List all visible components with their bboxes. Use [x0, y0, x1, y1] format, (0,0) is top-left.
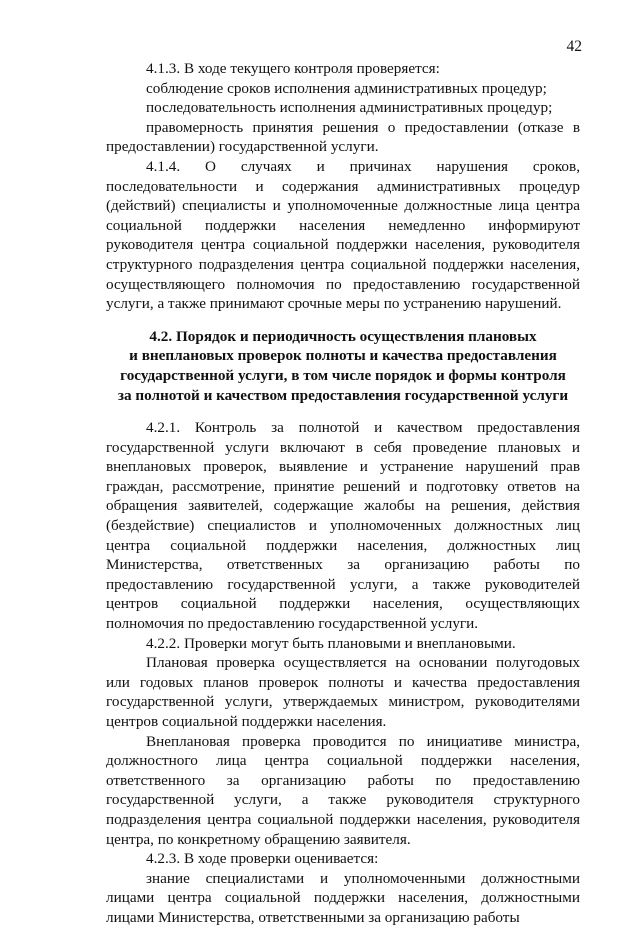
heading-line: 4.2. Порядок и периодичность осуществления плановых: [149, 327, 537, 345]
paragraph-deadlines: соблюдение сроков исполнения административных процедур;: [146, 79, 547, 97]
heading-line: и внеплановых проверок полноты и качества предоставления: [129, 347, 557, 365]
paragraph-4-1-4: 4.1.4. О случаях и причинах нарушения сроков, последовательности и содержания административных процедур (действий) специалисты и уполномоченные должностные лица центра социальной поддержки населения немедленно информируют руководителя центра социальной поддержки населения, руководителя структурного подразделения центра социальной поддержки населения, осуществляющего полномочия по предоставлению государственной услуги, а также принимают срочные меры по устранению нарушений.: [106, 157, 580, 313]
paragraph-4-2-1: 4.2.1. Контроль за полнотой и качеством предоставления государственной услуги включают в себя проведение плановых и внеплановых проверок, выявление и устранение нарушений прав граждан, рассмотрение, принятие решений и подготовку ответов на обращения заявителей, содержащие жалобы на решения, действия (бездействие) специалистов и уполномоченных должностных лиц центра социальной поддержки населения, должностных лиц Министерства, ответственных за организацию работы по предоставлению государственной услуги, а также руководителей центров социальной поддержки населения, осуществляющих полномочия по предоставлению государственной услуги.: [106, 419, 580, 633]
section-heading-4-2: [106, 327, 580, 405]
page-number: 42: [566, 38, 582, 55]
paragraph-planned-check: Плановая проверка осуществляется на основании полугодовых или годовых планов проверок полноты и качества предоставления государственной услуги, утверждаемых министром, руководителями центров социальной поддержки населения.: [106, 654, 580, 730]
paragraph-knowledge: знание специалистами и уполномоченными должностными лицами центра социальной поддержки населения, должностными лицами Министерства, ответственными за организацию работы: [106, 869, 580, 926]
heading-line: за полнотой и качеством предоставления государственной услуги: [117, 386, 569, 404]
paragraph-unplanned-check: Внеплановая проверка проводится по инициативе министра, должностного лица центра социальной поддержки населения, ответственного за организацию работы по предоставлению государственной услуги, а также руководителя структурного подразделения центра социальной поддержки населения, руководителя центра, по конкретному обращению заявителя.: [106, 732, 580, 848]
document-body: [106, 59, 580, 928]
heading-line: государственной услуги, в том числе порядок и формы контроля: [120, 366, 566, 384]
paragraph-lawfulness: правомерность принятия решения о предоставлении (отказе в предоставлении) государственной услуги.: [106, 118, 580, 156]
paragraph-4-2-3: 4.2.3. В ходе проверки оценивается:: [146, 850, 379, 868]
paragraph-4-2-2: 4.2.2. Проверки могут быть плановыми и внеплановыми.: [146, 634, 516, 652]
paragraph-4-1-3: 4.1.3. В ходе текущего контроля проверяется:: [146, 60, 440, 77]
paragraph-sequence: последовательность исполнения административных процедур;: [146, 99, 553, 117]
